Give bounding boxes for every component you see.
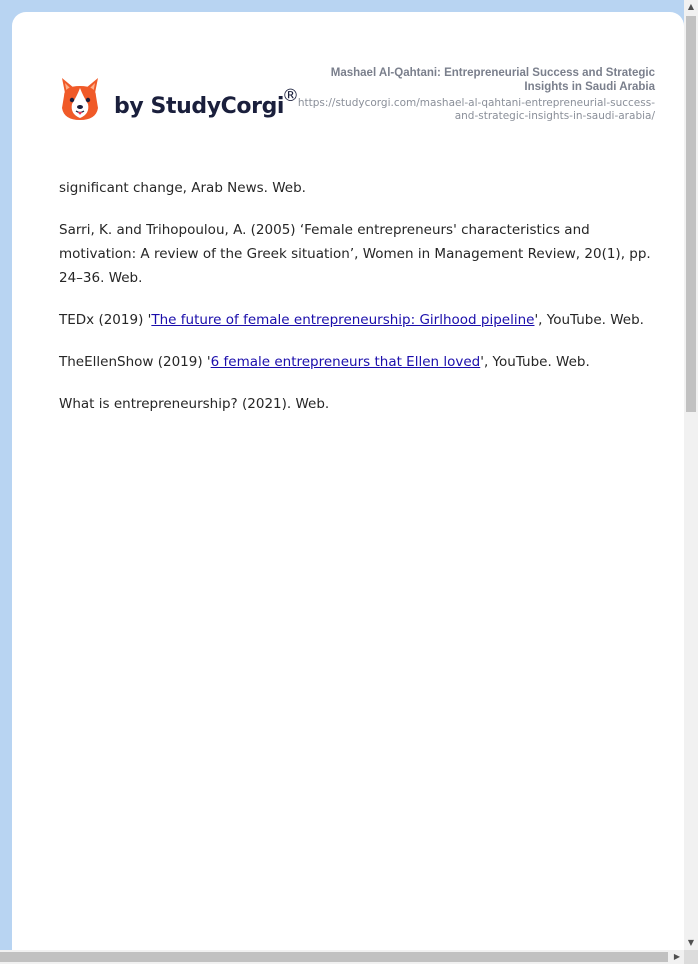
references-list: [59, 176, 659, 434]
reference-prefix: TEDx (2019) ': [59, 312, 152, 328]
document-title: Mashael Al-Qahtani: Entrepreneurial Success and Strategic Insights in Saudi Arabia: [330, 67, 655, 93]
studycorgi-logo[interactable]: [60, 76, 310, 126]
reference-item: What is entrepreneurship? (2021). Web.: [59, 396, 330, 412]
reference-item: [59, 350, 659, 374]
document-url[interactable]: https://studycorgi.com/mashael-al-qahtani-entrepreneurial-success-and-strategic-insights-in-saudi-arabia/: [297, 97, 655, 122]
reference-link-tedx[interactable]: The future of female entrepreneurship: Girlhood pipeline: [151, 312, 535, 328]
page-header: [12, 12, 684, 152]
horizontal-scroll-thumb[interactable]: [0, 952, 668, 962]
scroll-up-arrow-icon[interactable]: ▲: [687, 2, 695, 11]
reference-item: Sarri, K. and Trihopoulou, A. (2005) ‘Female entrepreneurs' characteristics and motivation: A review of the Greek situation’, Women in Management Review, 20(1), pp. 24–36. Web.: [59, 222, 651, 286]
document-meta: [295, 66, 655, 123]
scroll-down-arrow-icon[interactable]: ▼: [687, 938, 695, 947]
reference-prefix: TheEllenShow (2019) ': [59, 354, 211, 370]
reference-suffix: ', YouTube. Web.: [534, 312, 644, 328]
registered-mark: ®: [282, 86, 299, 106]
scroll-right-arrow-icon[interactable]: ▶: [673, 952, 681, 961]
scrollbar-corner: [684, 950, 698, 964]
horizontal-scrollbar[interactable]: [0, 950, 684, 964]
reference-item: significant change, Arab News. Web.: [59, 180, 306, 196]
corgi-logo-icon: [60, 76, 100, 122]
reference-item: [59, 308, 659, 332]
logo-text: by StudyCorgi: [114, 94, 285, 119]
vertical-scrollbar[interactable]: [684, 0, 698, 950]
reference-link-ellen[interactable]: 6 female entrepreneurs that Ellen loved: [210, 354, 481, 370]
reference-suffix: ', YouTube. Web.: [480, 354, 590, 370]
vertical-scroll-thumb[interactable]: [686, 16, 696, 412]
document-page: [12, 12, 684, 950]
